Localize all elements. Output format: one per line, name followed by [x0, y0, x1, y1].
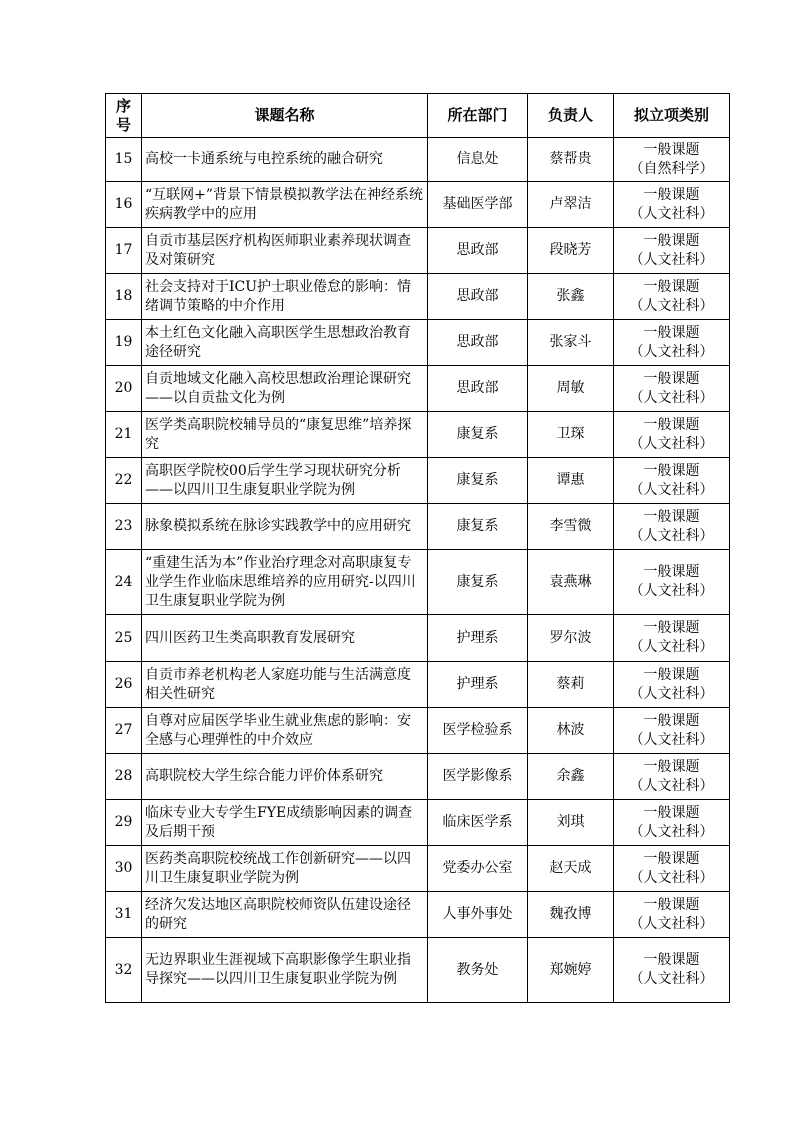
row-serial-number: 30 [106, 846, 142, 892]
table-row [106, 138, 730, 182]
row-person-in-charge: 赵天成 [528, 846, 614, 892]
row-project-title: 自贡地域文化融入高校思想政治理论课研究——以自贡盐文化为例 [142, 366, 428, 412]
category-field: （人文社科） [629, 915, 714, 932]
row-serial-number: 24 [106, 550, 142, 615]
row-project-title: “互联网+”背景下情景模拟教学法在神经系统疾病教学中的应用 [142, 182, 428, 228]
row-serial-number: 28 [106, 754, 142, 800]
row-category [614, 846, 730, 892]
row-project-title: 本土红色文化融入高职医学生思想政治教育途径研究 [142, 320, 428, 366]
row-serial-number: 17 [106, 228, 142, 274]
row-category [614, 662, 730, 708]
table-row [106, 182, 730, 228]
header-serial-number: 序号 [106, 94, 142, 138]
row-project-title: 无边界职业生涯视域下高职影像学生职业指导探究——以四川卫生康复职业学院为例 [142, 938, 428, 1003]
table-row [106, 274, 730, 320]
row-serial-number: 26 [106, 662, 142, 708]
row-category [614, 938, 730, 1003]
header-category: 拟立项类别 [614, 94, 730, 138]
row-category [614, 550, 730, 615]
row-person-in-charge: 余鑫 [528, 754, 614, 800]
row-department: 护理系 [428, 615, 528, 662]
row-project-title: 医药类高职院校统战工作创新研究——以四川卫生康复职业学院为例 [142, 846, 428, 892]
row-person-in-charge: 蔡莉 [528, 662, 614, 708]
row-person-in-charge: 张鑫 [528, 274, 614, 320]
category-type: 一般课题 [643, 666, 700, 683]
row-department: 护理系 [428, 662, 528, 708]
table-row [106, 846, 730, 892]
row-serial-number: 15 [106, 138, 142, 182]
table-row [106, 892, 730, 938]
row-project-title: 医学类高职院校辅导员的“康复思维”培养探究 [142, 412, 428, 458]
category-field: （人文社科） [629, 205, 714, 222]
category-type: 一般课题 [643, 278, 700, 295]
table-row [106, 708, 730, 754]
category-type: 一般课题 [643, 186, 700, 203]
category-field: （人文社科） [629, 971, 714, 987]
row-category [614, 800, 730, 846]
row-project-title: 自贡市养老机构老人家庭功能与生活满意度相关性研究 [142, 662, 428, 708]
category-field: （人文社科） [629, 527, 714, 544]
row-project-title: 高校一卡通系统与电控系统的融合研究 [142, 138, 428, 182]
row-category [614, 320, 730, 366]
category-field: （自然科学） [629, 160, 714, 177]
row-project-title: 自贡市基层医疗机构医师职业素养现状调查及对策研究 [142, 228, 428, 274]
row-department: 思政部 [428, 320, 528, 366]
row-person-in-charge: 李雪微 [528, 504, 614, 550]
row-project-title: 高职医学院校00后学生学习现状研究分析——以四川卫生康复职业学院为例 [142, 458, 428, 504]
category-field: （人文社科） [629, 343, 714, 360]
row-person-in-charge: 林波 [528, 708, 614, 754]
row-department: 医学检验系 [428, 708, 528, 754]
row-department: 信息处 [428, 138, 528, 182]
row-person-in-charge: 谭惠 [528, 458, 614, 504]
table-row [106, 550, 730, 615]
row-project-title: 脉象模拟系统在脉诊实践教学中的应用研究 [142, 504, 428, 550]
row-project-title: 四川医药卫生类高职教育发展研究 [142, 615, 428, 662]
row-department: 康复系 [428, 550, 528, 615]
row-person-in-charge: 魏孜博 [528, 892, 614, 938]
row-category [614, 274, 730, 320]
row-department: 康复系 [428, 458, 528, 504]
row-serial-number: 20 [106, 366, 142, 412]
category-field: （人文社科） [629, 685, 714, 702]
header-person-in-charge: 负责人 [528, 94, 614, 138]
row-serial-number: 23 [106, 504, 142, 550]
row-person-in-charge: 张家斗 [528, 320, 614, 366]
row-category [614, 504, 730, 550]
row-department: 基础医学部 [428, 182, 528, 228]
category-type: 一般课题 [643, 952, 700, 968]
row-serial-number: 32 [106, 938, 142, 1003]
row-department: 康复系 [428, 504, 528, 550]
row-serial-number: 27 [106, 708, 142, 754]
table-row [106, 615, 730, 662]
table-row [106, 412, 730, 458]
row-person-in-charge: 卫琛 [528, 412, 614, 458]
category-type: 一般课题 [643, 232, 700, 249]
row-category [614, 138, 730, 182]
row-serial-number: 16 [106, 182, 142, 228]
row-category [614, 412, 730, 458]
category-field: （人文社科） [629, 731, 714, 748]
row-person-in-charge: 袁燕琳 [528, 550, 614, 615]
row-category [614, 754, 730, 800]
row-category [614, 182, 730, 228]
row-serial-number: 25 [106, 615, 142, 662]
row-department: 思政部 [428, 228, 528, 274]
category-type: 一般课题 [643, 370, 700, 387]
row-department: 医学影像系 [428, 754, 528, 800]
row-person-in-charge: 刘琪 [528, 800, 614, 846]
row-person-in-charge: 段晓芳 [528, 228, 614, 274]
row-person-in-charge: 郑婉婷 [528, 938, 614, 1003]
category-type: 一般课题 [643, 508, 700, 525]
table-row [106, 504, 730, 550]
category-type: 一般课题 [643, 850, 700, 867]
row-project-title: 自尊对应届医学毕业生就业焦虑的影响：安全感与心理弹性的中介效应 [142, 708, 428, 754]
row-department: 党委办公室 [428, 846, 528, 892]
project-table [105, 93, 730, 1003]
header-project-title: 课题名称 [142, 94, 428, 138]
row-serial-number: 22 [106, 458, 142, 504]
row-department: 人事外事处 [428, 892, 528, 938]
table-row [106, 366, 730, 412]
category-field: （人文社科） [629, 869, 714, 886]
row-department: 思政部 [428, 366, 528, 412]
row-category [614, 366, 730, 412]
table-body [106, 138, 730, 1003]
row-project-title: 社会支持对于ICU护士职业倦怠的影响：情绪调节策略的中介作用 [142, 274, 428, 320]
table-row [106, 938, 730, 1003]
row-person-in-charge: 蔡帮贵 [528, 138, 614, 182]
category-type: 一般课题 [643, 564, 700, 580]
category-type: 一般课题 [643, 416, 700, 433]
category-type: 一般课题 [643, 758, 700, 775]
row-project-title: “重建生活为本”作业治疗理念对高职康复专业学生作业临床思维培养的应用研究-以四川卫生康复职业学院为例 [142, 550, 428, 615]
category-field: （人文社科） [629, 823, 714, 840]
row-project-title: 经济欠发达地区高职院校师资队伍建设途径的研究 [142, 892, 428, 938]
row-project-title: 临床专业大专学生FYE成绩影响因素的调查及后期干预 [142, 800, 428, 846]
row-serial-number: 29 [106, 800, 142, 846]
category-field: （人文社科） [629, 777, 714, 794]
row-department: 康复系 [428, 412, 528, 458]
row-serial-number: 31 [106, 892, 142, 938]
row-category [614, 708, 730, 754]
header-department: 所在部门 [428, 94, 528, 138]
row-person-in-charge: 周敏 [528, 366, 614, 412]
row-department: 教务处 [428, 938, 528, 1003]
category-type: 一般课题 [643, 324, 700, 341]
category-type: 一般课题 [643, 141, 700, 158]
category-field: （人文社科） [629, 639, 714, 655]
table-header-row [106, 94, 730, 138]
category-type: 一般课题 [643, 712, 700, 729]
row-serial-number: 18 [106, 274, 142, 320]
row-department: 思政部 [428, 274, 528, 320]
table-row [106, 754, 730, 800]
category-field: （人文社科） [629, 297, 714, 314]
category-type: 一般课题 [643, 804, 700, 821]
table-row [106, 662, 730, 708]
row-serial-number: 19 [106, 320, 142, 366]
category-field: （人文社科） [629, 389, 714, 406]
table-row [106, 228, 730, 274]
row-serial-number: 21 [106, 412, 142, 458]
category-type: 一般课题 [643, 896, 700, 913]
row-category [614, 615, 730, 662]
table-row [106, 320, 730, 366]
category-field: （人文社科） [629, 251, 714, 268]
table-row [106, 800, 730, 846]
row-project-title: 高职院校大学生综合能力评价体系研究 [142, 754, 428, 800]
row-category [614, 458, 730, 504]
row-category [614, 228, 730, 274]
row-department: 临床医学系 [428, 800, 528, 846]
category-field: （人文社科） [629, 435, 714, 452]
category-type: 一般课题 [643, 462, 700, 479]
row-person-in-charge: 罗尔波 [528, 615, 614, 662]
row-person-in-charge: 卢翠洁 [528, 182, 614, 228]
table-row [106, 458, 730, 504]
category-field: （人文社科） [629, 583, 714, 599]
row-category [614, 892, 730, 938]
category-field: （人文社科） [629, 481, 714, 498]
category-type: 一般课题 [643, 620, 700, 636]
